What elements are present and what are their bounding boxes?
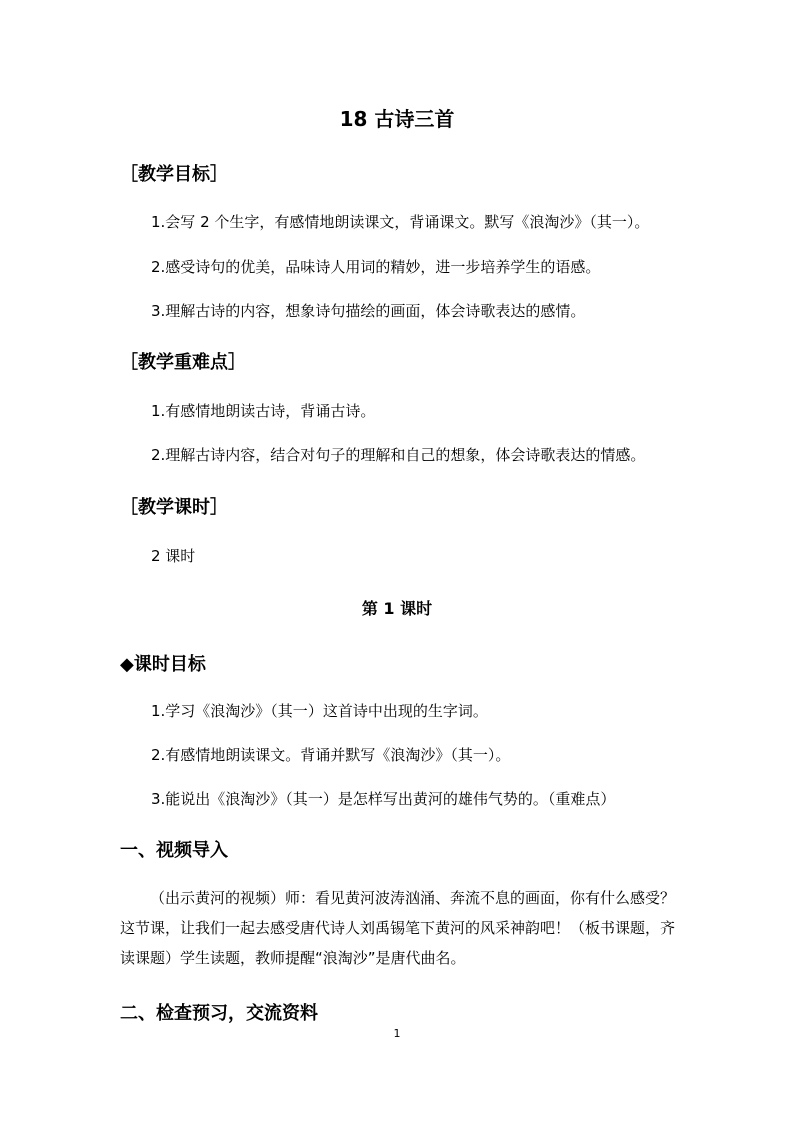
class-hours-value: 2 课时 [151,547,196,565]
objective-item-3: 3.理解古诗的内容，想象诗句描绘的画面，体会诗歌表达的感情。 [151,302,586,320]
part2-heading: 二、检查预习，交流资料 [120,1003,318,1024]
class-hours-heading: ［教学课时］ [120,497,228,518]
key-point-item-1: 1.有感情地朗读古诗，背诵古诗。 [151,402,376,420]
lesson-goal-item-2: 2.有感情地朗读课文。背诵并默写《浪淘沙》（其一）。 [151,746,511,764]
objectives-heading: ［教学目标］ [120,164,228,185]
objective-item-2: 2.感受诗句的优美，品味诗人用词的精妙，进一步培养学生的语感。 [151,258,601,276]
lesson-goal-item-1: 1.学习《浪淘沙》（其一）这首诗中出现的生字词。 [151,702,488,720]
objective-item-1: 1.会写 2 个生字，有感情地朗读课文，背诵课文。默写《浪淘沙》（其一）。 [151,213,650,231]
part1-heading: 一、视频导入 [120,840,228,861]
part1-paragraph: （出示黄河的视频）师：看见黄河波涛汹涌、奔流不息的画面，你有什么感受？这节课，让我们一起去感受唐代诗人刘禹锡笔下黄河的风采神韵吧！（板书课题，齐读课题）学生读题，教师提醒“浪淘沙”是唐代曲名。 [120,889,676,967]
page-number: 1 [393,1027,401,1040]
key-points-heading: ［教学重难点］ [120,352,246,373]
lesson-goals-heading: ◆课时目标 [120,654,206,675]
lesson-title: 第 1 课时 [361,599,433,618]
lesson-goal-item-3: 3.能说出《浪淘沙》（其一）是怎样写出黄河的雄伟气势的。（重难点） [151,790,616,808]
document-title: 18 古诗三首 [339,107,455,131]
key-point-item-2: 2.理解古诗内容，结合对句子的理解和自己的想象，体会诗歌表达的情感。 [151,446,646,464]
